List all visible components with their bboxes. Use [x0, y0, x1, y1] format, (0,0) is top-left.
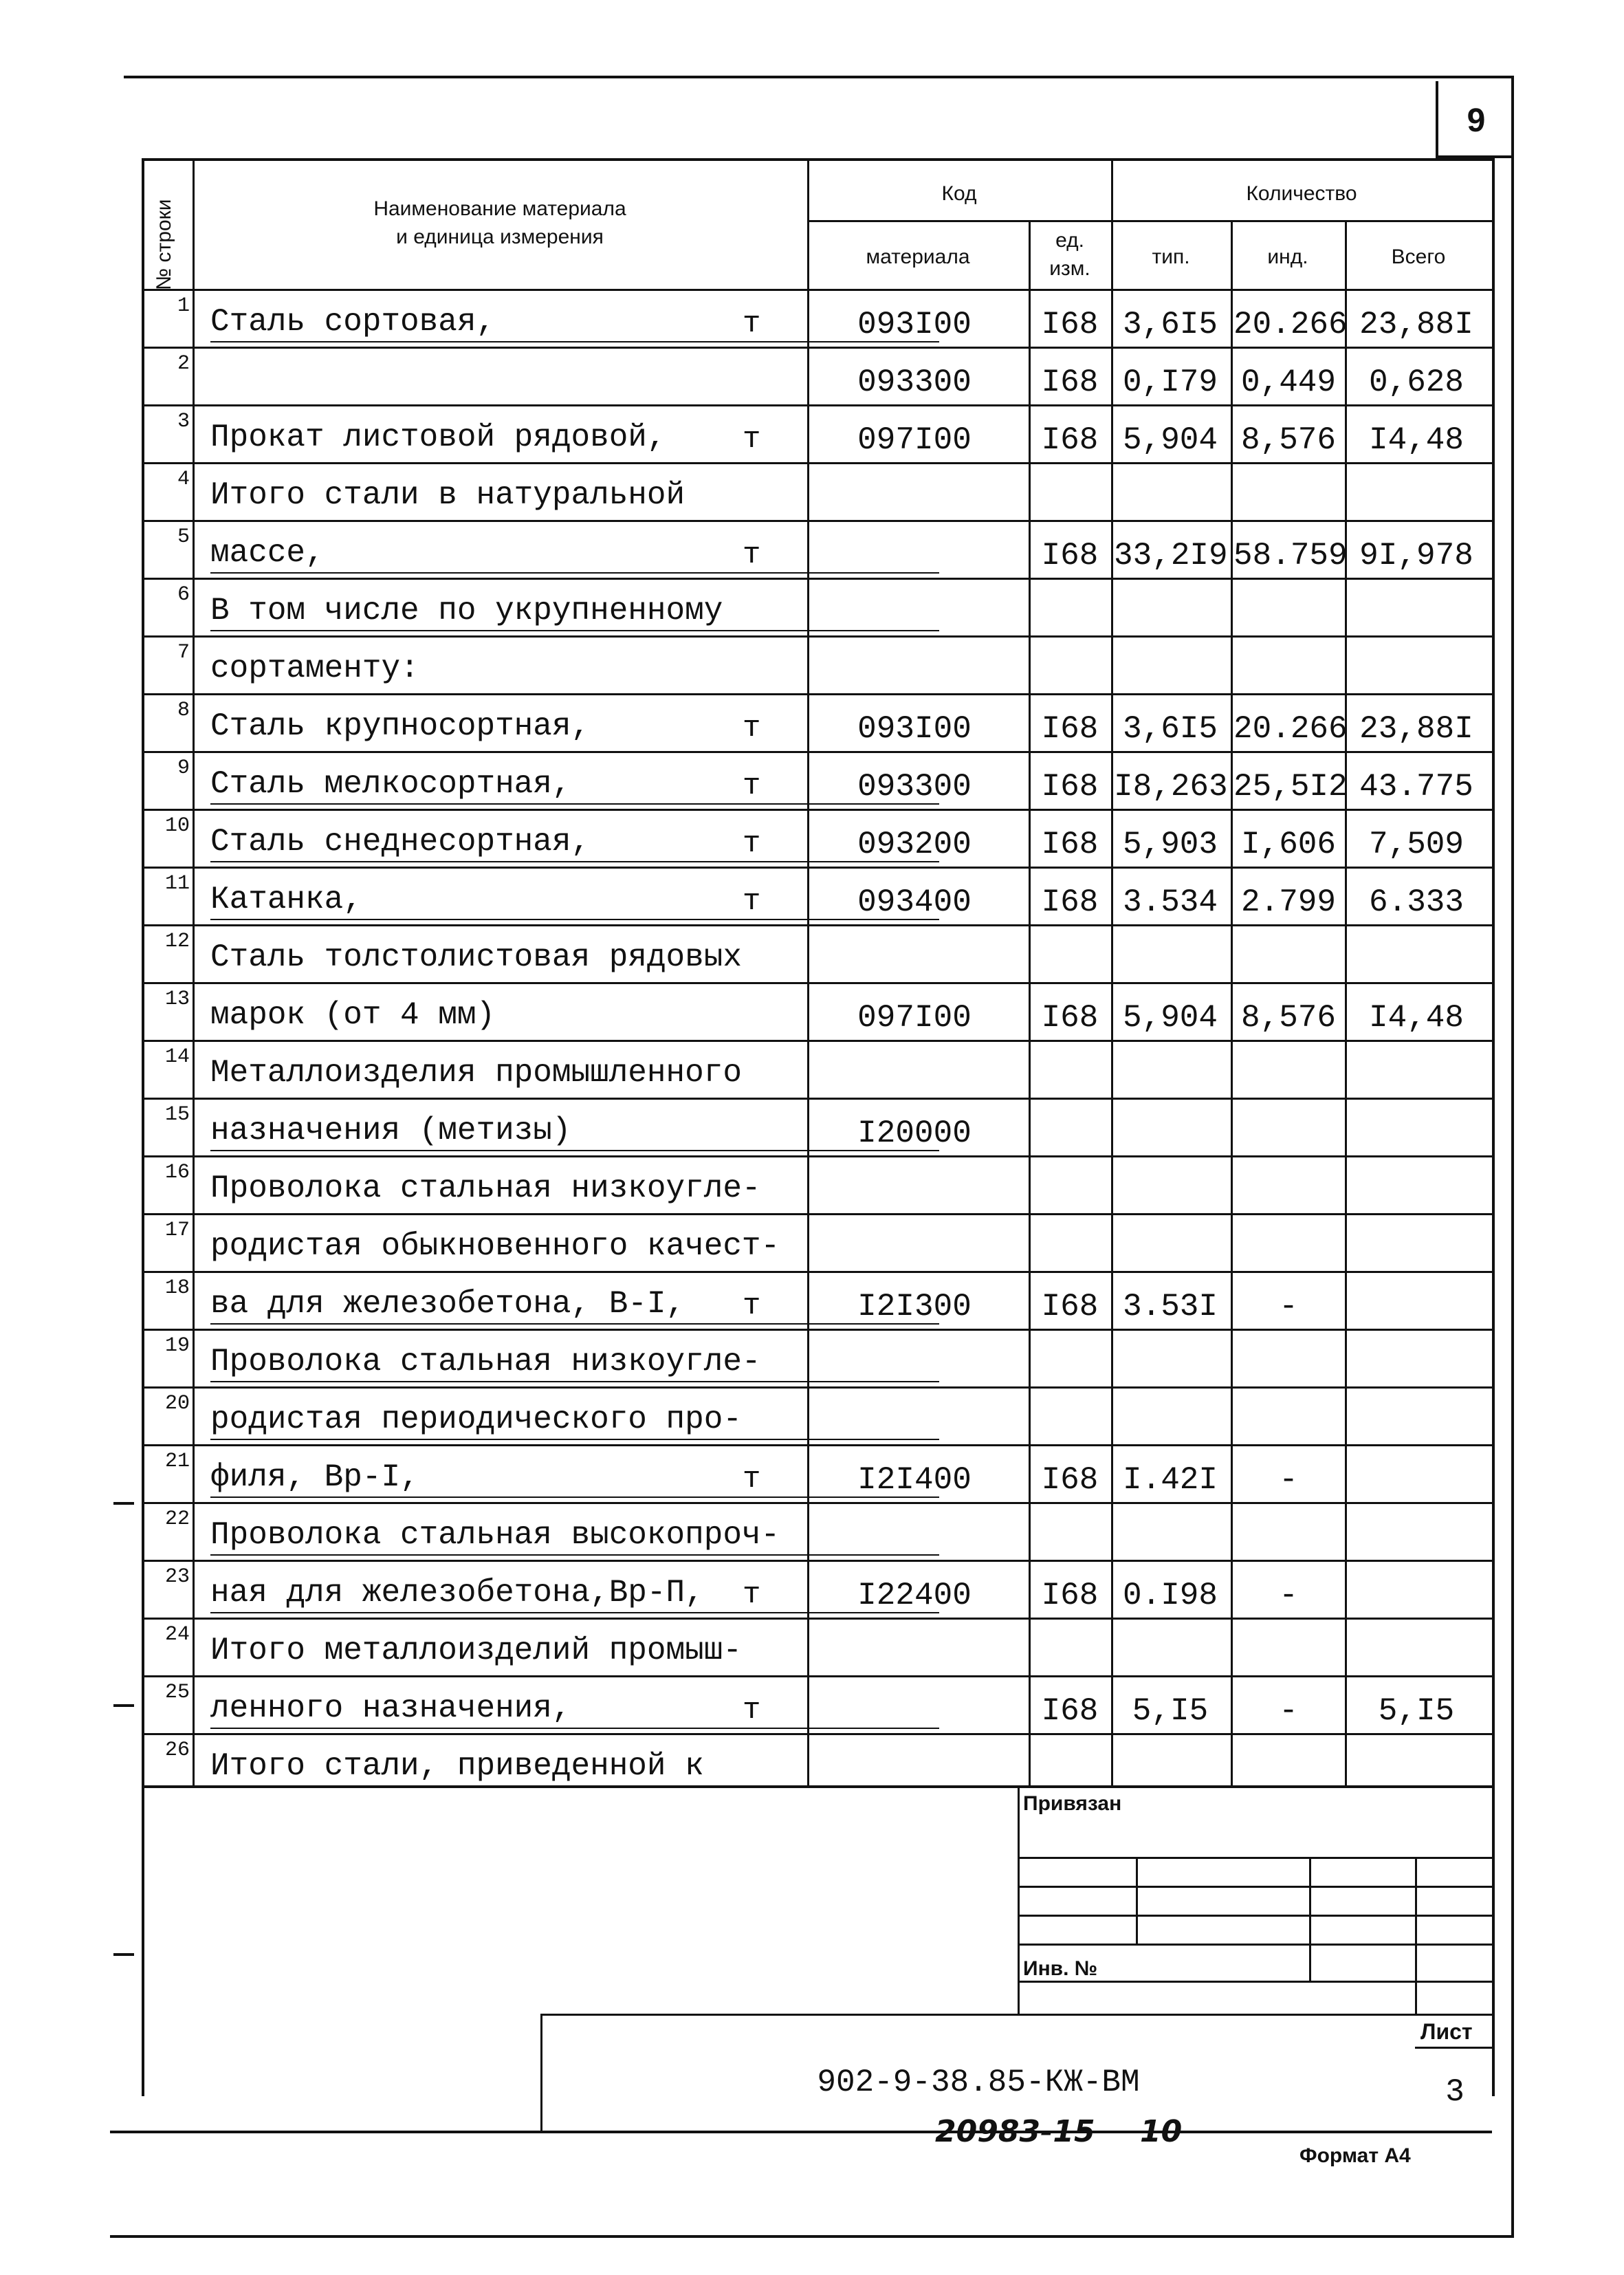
sheet-value: 3 — [1445, 2074, 1464, 2110]
material-name: Прокат листовой рядовой, — [210, 420, 666, 455]
frame-right-line — [1511, 76, 1514, 2235]
quantity-header: Количество — [1246, 182, 1357, 205]
unit-label: т — [743, 307, 761, 341]
total-cell: 43.775 — [1359, 769, 1473, 805]
name-header-line1: Наименование материала — [373, 197, 626, 220]
code-header: Код — [941, 182, 977, 205]
table-row — [144, 1618, 1492, 1675]
row-number: 26 — [164, 1739, 190, 1762]
row-underline — [210, 1323, 939, 1325]
material-code-cell: 097I00 — [857, 1000, 972, 1036]
ind-cell: - — [1279, 1578, 1298, 1613]
ind-cell: 25,5I2 — [1233, 769, 1348, 805]
row-number: 2 — [177, 352, 190, 375]
material-name: ленного назначения, — [210, 1690, 571, 1726]
unit-label: т — [743, 1462, 761, 1496]
typ-cell: 0.I98 — [1122, 1578, 1218, 1613]
material-name: сортаменту: — [210, 651, 419, 686]
row-underline — [210, 919, 939, 920]
row-underline — [210, 1554, 939, 1556]
sheet-number: 9 — [1467, 102, 1486, 139]
table-row — [144, 289, 1492, 347]
ind-cell: 8,576 — [1240, 1000, 1337, 1036]
row-underline — [210, 803, 939, 805]
table-row — [144, 1560, 1492, 1618]
unit-label: т — [743, 827, 761, 861]
row-number: 19 — [164, 1334, 190, 1358]
material-code-cell: I2I400 — [857, 1462, 972, 1498]
typ-cell: 0,I79 — [1122, 364, 1218, 400]
typ-cell: I8,263 — [1114, 769, 1228, 805]
material-code-cell: I2I300 — [857, 1289, 972, 1325]
stamp-line — [1018, 1915, 1492, 1917]
row-divider — [144, 520, 1492, 522]
unit-label: т — [743, 422, 761, 457]
handwritten-page: 10 — [1140, 2114, 1183, 2149]
ind-cell: 8,576 — [1240, 422, 1337, 458]
stamp-line — [1018, 1886, 1492, 1888]
unit-code-cell: I68 — [1041, 1000, 1099, 1036]
material-name: Проволока стальная низкоугле- — [210, 1344, 761, 1380]
material-code-cell: 097I00 — [857, 422, 972, 458]
table-row — [144, 462, 1492, 520]
row-divider — [144, 1329, 1492, 1331]
material-name: Итого стали, приведенной к — [210, 1748, 704, 1784]
material-name: Сталь мелкосортная, — [210, 766, 571, 802]
row-divider — [144, 1675, 1492, 1677]
row-number: 17 — [164, 1219, 190, 1242]
table-row — [144, 924, 1492, 982]
unit-code-cell: I68 — [1041, 884, 1099, 920]
ind-header: инд. — [1267, 246, 1308, 268]
format-label: Формат А4 — [1299, 2144, 1411, 2167]
ind-cell: I,606 — [1240, 827, 1337, 862]
table-row — [144, 1155, 1492, 1213]
document-code: 902-9-38.85-КЖ-ВМ — [817, 2065, 1140, 2100]
stamp-line — [1415, 2047, 1492, 2049]
unit-code-cell: I68 — [1041, 307, 1099, 342]
row-divider — [144, 462, 1492, 464]
material-code-cell: 093I00 — [857, 307, 972, 342]
unit-code-cell: I68 — [1041, 827, 1099, 862]
ind-cell: 0,449 — [1240, 364, 1337, 400]
inv-no-label: Инв. № — [1023, 1957, 1098, 1980]
header-divider — [807, 220, 1492, 222]
table-row — [144, 809, 1492, 867]
material-name: назначения (метизы) — [210, 1113, 571, 1149]
row-number: 7 — [177, 641, 190, 664]
table-row — [144, 1444, 1492, 1502]
unit-label: т — [743, 1578, 761, 1612]
row-number: 4 — [177, 468, 190, 491]
unit-code-cell: I68 — [1041, 1578, 1099, 1613]
material-code-cell: 093300 — [857, 364, 972, 400]
ind-cell: - — [1279, 1289, 1298, 1325]
total-cell: 9I,978 — [1359, 538, 1473, 574]
row-number: 24 — [164, 1623, 190, 1646]
frame-bottom-line — [110, 2235, 1514, 2238]
material-code-cell: 093400 — [857, 884, 972, 920]
typ-cell: 5,I5 — [1132, 1693, 1209, 1729]
row-underline — [210, 341, 939, 342]
table-row — [144, 751, 1492, 809]
total-cell: 7,509 — [1368, 827, 1464, 862]
unit-code-cell: I68 — [1041, 364, 1099, 400]
handwritten-number: 20983-15 — [935, 2114, 1095, 2149]
row-number: 13 — [164, 988, 190, 1011]
row-divider — [144, 1213, 1492, 1215]
row-divider — [144, 578, 1492, 580]
stamp-line — [1018, 1785, 1492, 1787]
ind-cell: 20.266 — [1233, 711, 1348, 747]
total-cell: 23,88I — [1359, 307, 1473, 342]
typ-cell: 3.53I — [1122, 1289, 1218, 1325]
material-name: В том числе по укрупненному — [210, 593, 723, 629]
row-number: 21 — [164, 1450, 190, 1473]
table-row — [144, 347, 1492, 404]
unit-label: т — [743, 711, 761, 745]
row-number: 22 — [164, 1507, 190, 1531]
name-header-line2: и единица измерения — [396, 225, 604, 248]
row-underline — [210, 1612, 939, 1613]
margin-tick — [113, 1704, 134, 1707]
row-number: 8 — [177, 699, 190, 722]
row-number: 25 — [164, 1681, 190, 1704]
title-block — [142, 1785, 1495, 2096]
sheet-label: Лист — [1420, 2019, 1473, 2044]
row-divider — [144, 1502, 1492, 1504]
table-row — [144, 867, 1492, 924]
material-name: Итого стали в натуральной — [210, 477, 685, 513]
row-divider — [144, 1040, 1492, 1042]
row-number: 3 — [177, 410, 190, 433]
row-divider — [144, 1386, 1492, 1389]
row-divider — [144, 924, 1492, 926]
row-divider — [144, 867, 1492, 869]
total-cell: 5,I5 — [1378, 1693, 1455, 1729]
material-name: Металлоизделия промышленного — [210, 1055, 742, 1091]
material-name: Сталь сортовая, — [210, 304, 496, 340]
row-divider — [144, 1618, 1492, 1620]
stamp-line — [1136, 1857, 1138, 1944]
row-underline — [210, 1381, 939, 1382]
stamp-bottom-line — [110, 2131, 1492, 2133]
stamp-line — [1018, 1944, 1492, 1946]
table-row — [144, 1271, 1492, 1329]
unit-code-cell: I68 — [1041, 769, 1099, 805]
row-number: 23 — [164, 1565, 190, 1589]
table-row — [144, 982, 1492, 1040]
unit-code-header — [1029, 227, 1111, 283]
row-divider — [144, 693, 1492, 695]
materials-table — [142, 158, 1495, 1788]
typ-cell: 5,904 — [1122, 422, 1218, 458]
material-code-cell: 093I00 — [857, 711, 972, 747]
row-number: 16 — [164, 1161, 190, 1184]
table-row — [144, 1502, 1492, 1560]
unit-code-cell: I68 — [1041, 1462, 1099, 1498]
total-cell: 23,88I — [1359, 711, 1473, 747]
total-cell: I4,48 — [1368, 1000, 1464, 1036]
material-name: Сталь толстолистовая рядовых — [210, 939, 742, 975]
ind-cell: - — [1279, 1462, 1298, 1498]
row-divider — [144, 751, 1492, 753]
unit-code-cell: I68 — [1041, 1289, 1099, 1325]
row-number: 11 — [164, 872, 190, 895]
margin-tick — [113, 1502, 134, 1505]
material-name: Проволока стальная высокопроч- — [210, 1517, 780, 1553]
row-number: 20 — [164, 1392, 190, 1415]
unit-code-cell: I68 — [1041, 422, 1099, 458]
typ-cell: 5,903 — [1122, 827, 1218, 862]
unit-label: т — [743, 769, 761, 803]
material-code-cell: 093200 — [857, 827, 972, 862]
typ-cell: 5,904 — [1122, 1000, 1218, 1036]
unit-label: т — [743, 538, 761, 572]
row-number: 6 — [177, 583, 190, 607]
typ-cell: I.42I — [1122, 1462, 1218, 1498]
unit-header-line1: ед. — [1055, 229, 1084, 252]
row-underline — [210, 630, 939, 631]
stamp-line — [1018, 1981, 1492, 1983]
material-name: марок (от 4 мм) — [210, 997, 496, 1033]
material-name: родистая обыкновенного качест- — [210, 1228, 780, 1264]
table-row — [144, 1213, 1492, 1271]
row-underline — [210, 861, 939, 862]
material-name: Итого металлоизделий промыш- — [210, 1633, 742, 1668]
typ-cell: 33,2I9 — [1114, 538, 1228, 574]
stamp-line — [1415, 1857, 1417, 2015]
table-row — [144, 578, 1492, 635]
row-divider — [144, 809, 1492, 811]
table-row — [144, 520, 1492, 578]
total-cell: 0,628 — [1368, 364, 1464, 400]
row-divider — [144, 404, 1492, 406]
typ-header: тип. — [1152, 246, 1190, 268]
row-number: 18 — [164, 1276, 190, 1300]
material-name: ва для железобетона, В-I, — [210, 1286, 685, 1322]
unit-label: т — [743, 884, 761, 919]
typ-cell: 3,6I5 — [1122, 711, 1218, 747]
row-number: 5 — [177, 525, 190, 549]
unit-label: т — [743, 1693, 761, 1728]
total-cell: I4,48 — [1368, 422, 1464, 458]
row-divider — [144, 1155, 1492, 1157]
stamp-line — [1018, 1857, 1492, 1859]
material-name: ная для железобетона,Вр-П, — [210, 1575, 704, 1611]
material-name: Сталь снеднесортная, — [210, 824, 591, 860]
name-header — [193, 195, 807, 251]
margin-tick — [113, 1953, 134, 1956]
stamp-line — [540, 2014, 1492, 2016]
row-number: 15 — [164, 1103, 190, 1126]
material-name: Сталь крупносортная, — [210, 708, 591, 744]
material-name: массе, — [210, 535, 325, 571]
material-name: филя, Вр-I, — [210, 1459, 419, 1495]
unit-code-cell: I68 — [1041, 711, 1099, 747]
row-divider — [144, 635, 1492, 638]
ind-cell: - — [1279, 1693, 1298, 1729]
unit-label: т — [743, 1289, 761, 1323]
row-number: 1 — [177, 294, 190, 318]
table-row — [144, 404, 1492, 462]
table-row — [144, 1098, 1492, 1155]
row-divider — [144, 982, 1492, 984]
stamp-line — [1309, 1857, 1311, 1981]
unit-code-cell: I68 — [1041, 538, 1099, 574]
row-underline — [210, 572, 939, 574]
unit-code-cell: I68 — [1041, 1693, 1099, 1729]
row-underline — [210, 1496, 939, 1498]
row-divider — [144, 347, 1492, 349]
material-name: родистая периодического про- — [210, 1402, 742, 1437]
row-divider — [144, 1560, 1492, 1562]
row-number: 9 — [177, 756, 190, 780]
row-underline — [210, 1439, 939, 1440]
typ-cell: 3.534 — [1122, 884, 1218, 920]
total-header: Всего — [1391, 246, 1446, 268]
material-code-cell: I22400 — [857, 1578, 972, 1613]
table-row — [144, 693, 1492, 751]
total-cell: 6.333 — [1368, 884, 1464, 920]
row-number: 14 — [164, 1045, 190, 1069]
ind-cell: 20.266 — [1233, 307, 1348, 342]
row-divider — [144, 1733, 1492, 1735]
material-code-header: материала — [866, 246, 970, 268]
row-number: 10 — [164, 814, 190, 838]
material-name: Катанка, — [210, 882, 362, 917]
row-number-header: № строки — [153, 199, 175, 290]
table-row — [144, 1386, 1492, 1444]
table-row — [144, 635, 1492, 693]
table-row — [144, 1329, 1492, 1386]
typ-cell: 3,6I5 — [1122, 307, 1218, 342]
row-number: 12 — [164, 930, 190, 953]
frame-top-line — [124, 76, 1513, 78]
row-underline — [210, 1728, 939, 1729]
privyazan-label: Привязан — [1023, 1792, 1122, 1815]
table-row — [144, 1675, 1492, 1733]
unit-header-line2: изм. — [1049, 257, 1090, 280]
row-divider — [144, 1271, 1492, 1273]
material-code-cell: 093300 — [857, 769, 972, 805]
material-name: Проволока стальная низкоугле- — [210, 1171, 761, 1206]
row-divider — [144, 1098, 1492, 1100]
ind-cell: 2.799 — [1240, 884, 1337, 920]
ind-cell: 58.759 — [1233, 538, 1348, 574]
material-code-cell: I20000 — [857, 1115, 972, 1151]
table-row — [144, 1040, 1492, 1098]
sheet-number-box — [1436, 81, 1514, 158]
row-underline — [210, 1150, 939, 1151]
row-divider — [144, 1444, 1492, 1446]
table-row — [144, 1733, 1492, 1791]
